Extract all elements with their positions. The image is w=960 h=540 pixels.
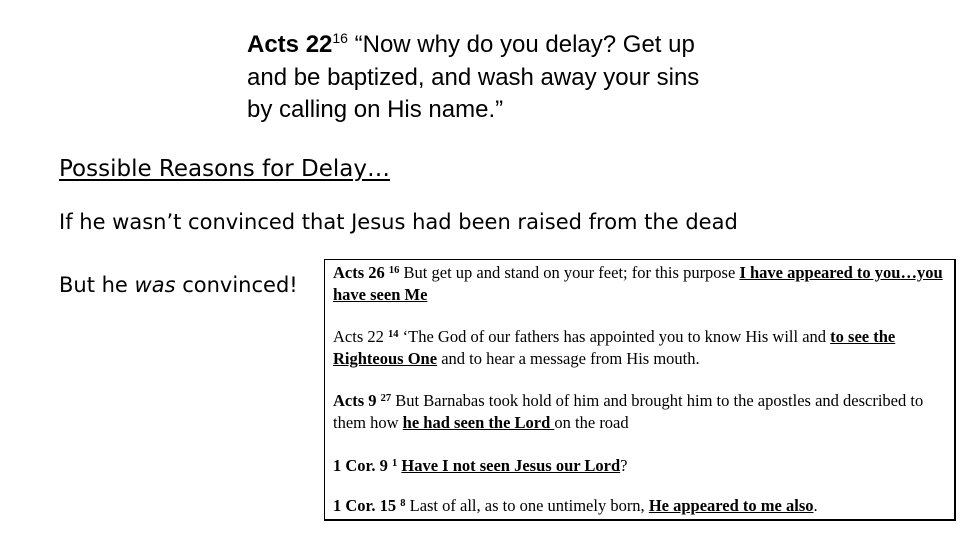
verse-reference: 1 Cor. 9 [333, 456, 392, 475]
verse-number: 1 [391, 458, 398, 469]
verse-reference: Acts 22 [333, 327, 388, 346]
verse-reference: Acts 26 [333, 263, 389, 282]
verse-number: 27 [380, 393, 392, 404]
verse-underlined-text: He appeared to me also [648, 496, 814, 515]
verse-underlined-text: I have appeared to you…you have seen Me [333, 263, 943, 304]
verse-underlined-text: Have I not seen Jesus our Lord [401, 456, 621, 475]
verse-number: 14 [388, 329, 399, 340]
verse-underlined-text: he had seen the Lord [402, 413, 555, 432]
verse-text: But Barnabas took hold of him and brought him to the apostles and described to them how [333, 391, 924, 432]
verse-text: ‘The God of our fathers has appointed you to know His will and [398, 327, 831, 346]
slide-title: Possible Reasons for Delay… [59, 156, 390, 182]
verse-1-cor-15-8 [333, 495, 943, 517]
acts-22-16-quote [247, 29, 707, 127]
verse-underlined-text: to see the Righteous One [333, 327, 896, 368]
verse-reference: Acts 9 [333, 391, 381, 410]
verse-text-end: . [813, 496, 818, 515]
quote-text: “Now why do you delay? Get up and be baptized, and wash away your sins by calling on His name.” [247, 31, 700, 123]
reason-not-convinced: If he wasn’t convinced that Jesus had been raised from the dead [59, 210, 738, 234]
verse-acts-9-27 [333, 390, 943, 434]
verse-acts-22-14 [333, 326, 943, 370]
verse-number: 8 [400, 498, 406, 509]
verse-1-cor-9-1 [333, 455, 943, 477]
verse-acts-26-16 [333, 262, 943, 306]
verse-reference: 1 Cor. 15 [333, 496, 401, 515]
verse-text-end: and to hear a message from His mouth. [437, 349, 700, 368]
verse-text-end: ? [620, 456, 628, 475]
reason-emphasis: was [134, 273, 176, 297]
verse-text-end: on the road [554, 413, 629, 432]
verse-text: Last of all, as to one untimely born, [405, 496, 649, 515]
verse-number: 16 [388, 265, 400, 276]
reason-prefix: But he [59, 273, 135, 297]
reason-was-convinced [59, 273, 298, 297]
reason-suffix: convinced! [175, 273, 298, 297]
verse-text: But get up and stand on your feet; for this purpose [399, 263, 740, 282]
quote-verse-number: 16 [332, 30, 348, 46]
quote-reference: Acts 22 [247, 31, 333, 58]
